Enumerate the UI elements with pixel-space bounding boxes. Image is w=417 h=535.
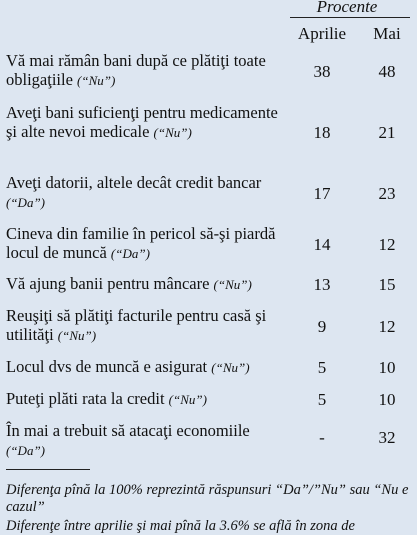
value-aprilie: 14 bbox=[313, 235, 331, 254]
value-mai: 12 bbox=[378, 317, 396, 336]
answer-tag: (“Da”) bbox=[6, 442, 46, 458]
answer-tag: (“Nu”) bbox=[168, 392, 207, 407]
value-mai: 10 bbox=[378, 358, 396, 377]
column-header-aprilie: Aprilie bbox=[297, 24, 347, 43]
value-aprilie: 38 bbox=[313, 62, 331, 81]
value-aprilie: 13 bbox=[313, 275, 331, 294]
column-header-mai: Mai bbox=[373, 24, 401, 43]
header-divider bbox=[290, 17, 410, 18]
answer-tag: (“Da”) bbox=[6, 194, 46, 210]
value-aprilie: - bbox=[319, 428, 325, 447]
row-question: Aveţi bani suficienţi pentru medicamente şi alte nevoi medicale (“Nu”) bbox=[6, 103, 278, 141]
value-mai: 10 bbox=[378, 390, 396, 409]
footnote-1: Diferenţa pînă la 100% reprezintă răspunsuri “Da”/”Nu” sau “Nu e cazul” bbox=[6, 482, 409, 515]
answer-tag: (“Nu”) bbox=[211, 360, 250, 375]
value-mai: 23 bbox=[378, 184, 396, 203]
row-question: Vă mai rămân bani după ce plătiţi toate obligaţiile (“Nu”) bbox=[6, 51, 266, 89]
answer-tag: (“Da”) bbox=[110, 245, 150, 261]
answer-tag: (“Nu”) bbox=[57, 327, 97, 343]
value-aprilie: 5 bbox=[317, 390, 327, 409]
row-question: Aveţi datorii, altele decât credit bancar (“Da”) bbox=[6, 173, 262, 210]
answer-tag: (“Nu”) bbox=[153, 124, 192, 140]
value-aprilie: 18 bbox=[313, 123, 331, 142]
row-question: Puteţi plăti rata la credit (“Nu”) bbox=[6, 389, 207, 408]
value-mai: 12 bbox=[378, 235, 396, 254]
value-mai: 21 bbox=[378, 123, 396, 142]
value-aprilie: 9 bbox=[317, 317, 327, 336]
value-aprilie: 17 bbox=[313, 184, 331, 203]
row-question: Locul dvs de muncă e asigurat (“Nu”) bbox=[6, 357, 250, 376]
column-group-header: Procente bbox=[316, 0, 378, 16]
answer-tag: (“Nu”) bbox=[213, 277, 252, 292]
row-question: Reuşiţi să plătiţi facturile pentru casă şi utilităţi (“Nu”) bbox=[6, 306, 267, 344]
value-mai: 32 bbox=[378, 428, 396, 447]
answer-tag: (“Nu”) bbox=[77, 72, 116, 88]
footnote-2: Diferenţe între aprilie şi mai pînă la 3.6% se află în zona de bbox=[6, 518, 355, 534]
value-mai: 48 bbox=[378, 62, 396, 81]
row-question: Cineva din familie în pericol să-şi piardă locul de muncă (“Da”) bbox=[6, 224, 276, 262]
value-aprilie: 5 bbox=[317, 358, 327, 377]
footnote-divider bbox=[6, 469, 90, 470]
row-question: Vă ajung banii pentru mâncare (“Nu”) bbox=[6, 274, 252, 293]
row-question: În mai a trebuit să atacaţi economiile (“Da”) bbox=[6, 421, 250, 458]
value-mai: 15 bbox=[378, 275, 396, 294]
